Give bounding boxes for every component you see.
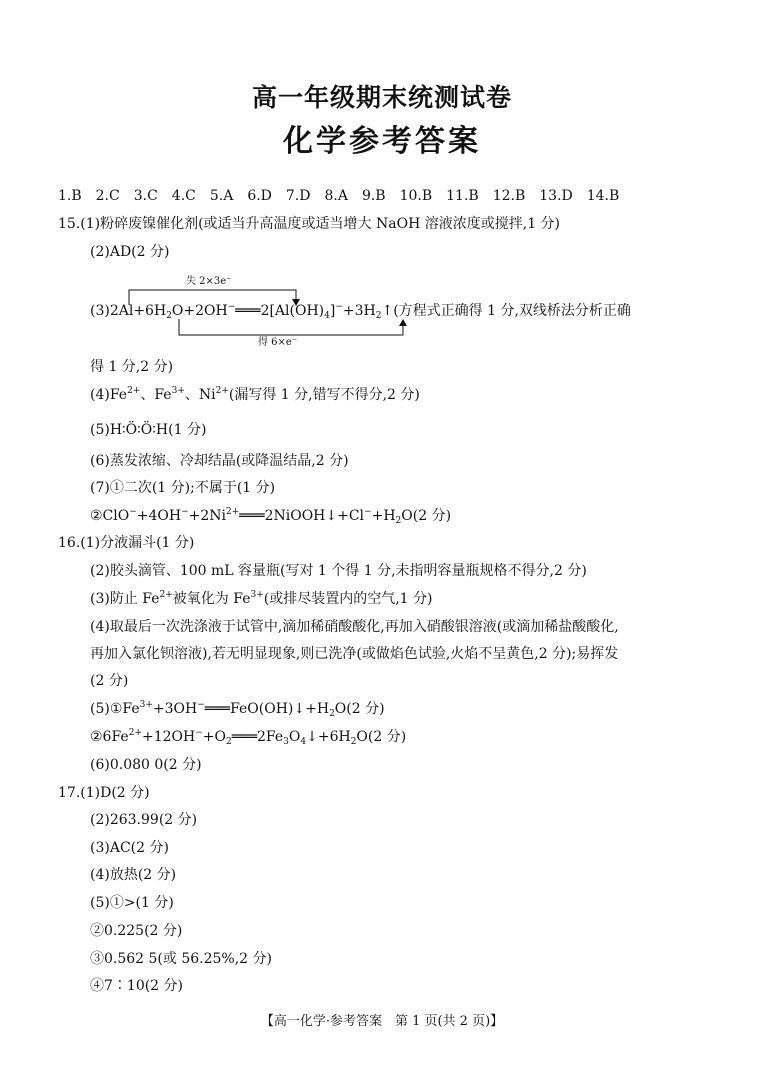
q16-part2: (2)胶头滴管、100 mL 容量瓶(写对 1 个得 1 分,未指明容量瓶规格不得分,2 分) <box>90 563 587 579</box>
q17-part5d: ④7∶10(2 分) <box>90 978 184 994</box>
q15-part7a: (7)①二次(1 分);不属于(1 分) <box>90 480 276 496</box>
choice-answers: 1.B 2.C 3.C 4.C 5.A 6.D 7.D 8.A 9.B 10.B 11.B 12.B 13.D 14.B <box>58 188 620 204</box>
q16-part4-line1: (4)取最后一次洗涤液于试管中,滴加稀硝酸酸化,再加入硝酸银溶液(或滴加稀盐酸酸化, <box>90 619 619 635</box>
q17-part5b: ②0.225(2 分) <box>90 923 183 939</box>
q15-part5-electron-formula: (5)H∶Ö∶Ö∶H(1 分) <box>90 422 207 438</box>
lose-electron-label: 失 2×3e⁻ <box>186 276 232 287</box>
q16-part5a-equation: $(5)①Fe^{3+}+3OH^-═══FeO(OH)↓+H_2O(2$ 分) <box>90 700 385 719</box>
page-title: 高一年级期末统测试卷 <box>251 83 512 112</box>
q16-part4-line2: 再加入氯化钡溶液),若无明显现象,则已洗净(或做焰色试验,火焰不呈黄色,2 分);易挥发 <box>90 646 619 662</box>
page-footer: 【高一化学·参考答案 第 1 页(共 2 页)】 <box>260 1014 504 1029</box>
q15-part7b-equation: $②ClO^-+4OH^-+2Ni^{2+}═══2NiOOH↓+Cl^-+H_2O(2$ 分) <box>90 507 452 526</box>
page-subtitle: 化学参考答案 <box>283 124 481 159</box>
q15-part1: 15.(1)粉碎废镍催化剂(或适当升高温度或适当增大 NaOH 溶液浓度或搅拌,1 分) <box>58 216 561 232</box>
q17-part4: (4)放热(2 分) <box>90 867 177 883</box>
q16-part6: (6)0.080 0(2 分) <box>90 757 202 773</box>
q16-part3: (3)防止 $Fe^{2+}$被氧化为 $Fe^{3+}$(或排尽装置内的空气,1 分) <box>90 590 433 607</box>
q15-part3-continued: 得 1 分,2 分) <box>90 359 174 375</box>
gain-electron-label: 得 6×e⁻ <box>258 337 298 348</box>
q17-part1: 17.(1)D(2 分) <box>58 785 150 801</box>
q15-part2: (2)AD(2 分) <box>90 244 170 260</box>
q16-part1: 16.(1)分液漏斗(1 分) <box>58 535 195 551</box>
q15-part6: (6)蒸发浓缩、冷却结晶(或降温结晶,2 分) <box>90 453 349 469</box>
q16-part4-line3: (2 分) <box>90 673 129 689</box>
q15-part4: $(4)Fe^{2+}$、$Fe^{3+}$、$Ni^{2+}$(漏写得 1 分,错写不得分,2 分) <box>90 386 420 403</box>
q17-part5c: ③0.562 5(或 56.25%,2 分) <box>90 951 272 967</box>
q16-part5b-equation: $②6Fe^{2+}+12OH^-+O_2═══2Fe_3O_4↓+6H_2O(2$ 分) <box>90 728 407 747</box>
q17-part5a: (5)①>(1 分) <box>90 895 174 911</box>
q17-part2: (2)263.99(2 分) <box>90 812 198 828</box>
q15-part3-equation: $(3)2Al+6H_2O+2OH^-═══2[Al(OH)_4]^-+3H_2↑$(方程式正确得 1 分,双线桥法分析正确 <box>90 302 631 321</box>
q17-part3: (3)AC(2 分) <box>90 840 169 856</box>
